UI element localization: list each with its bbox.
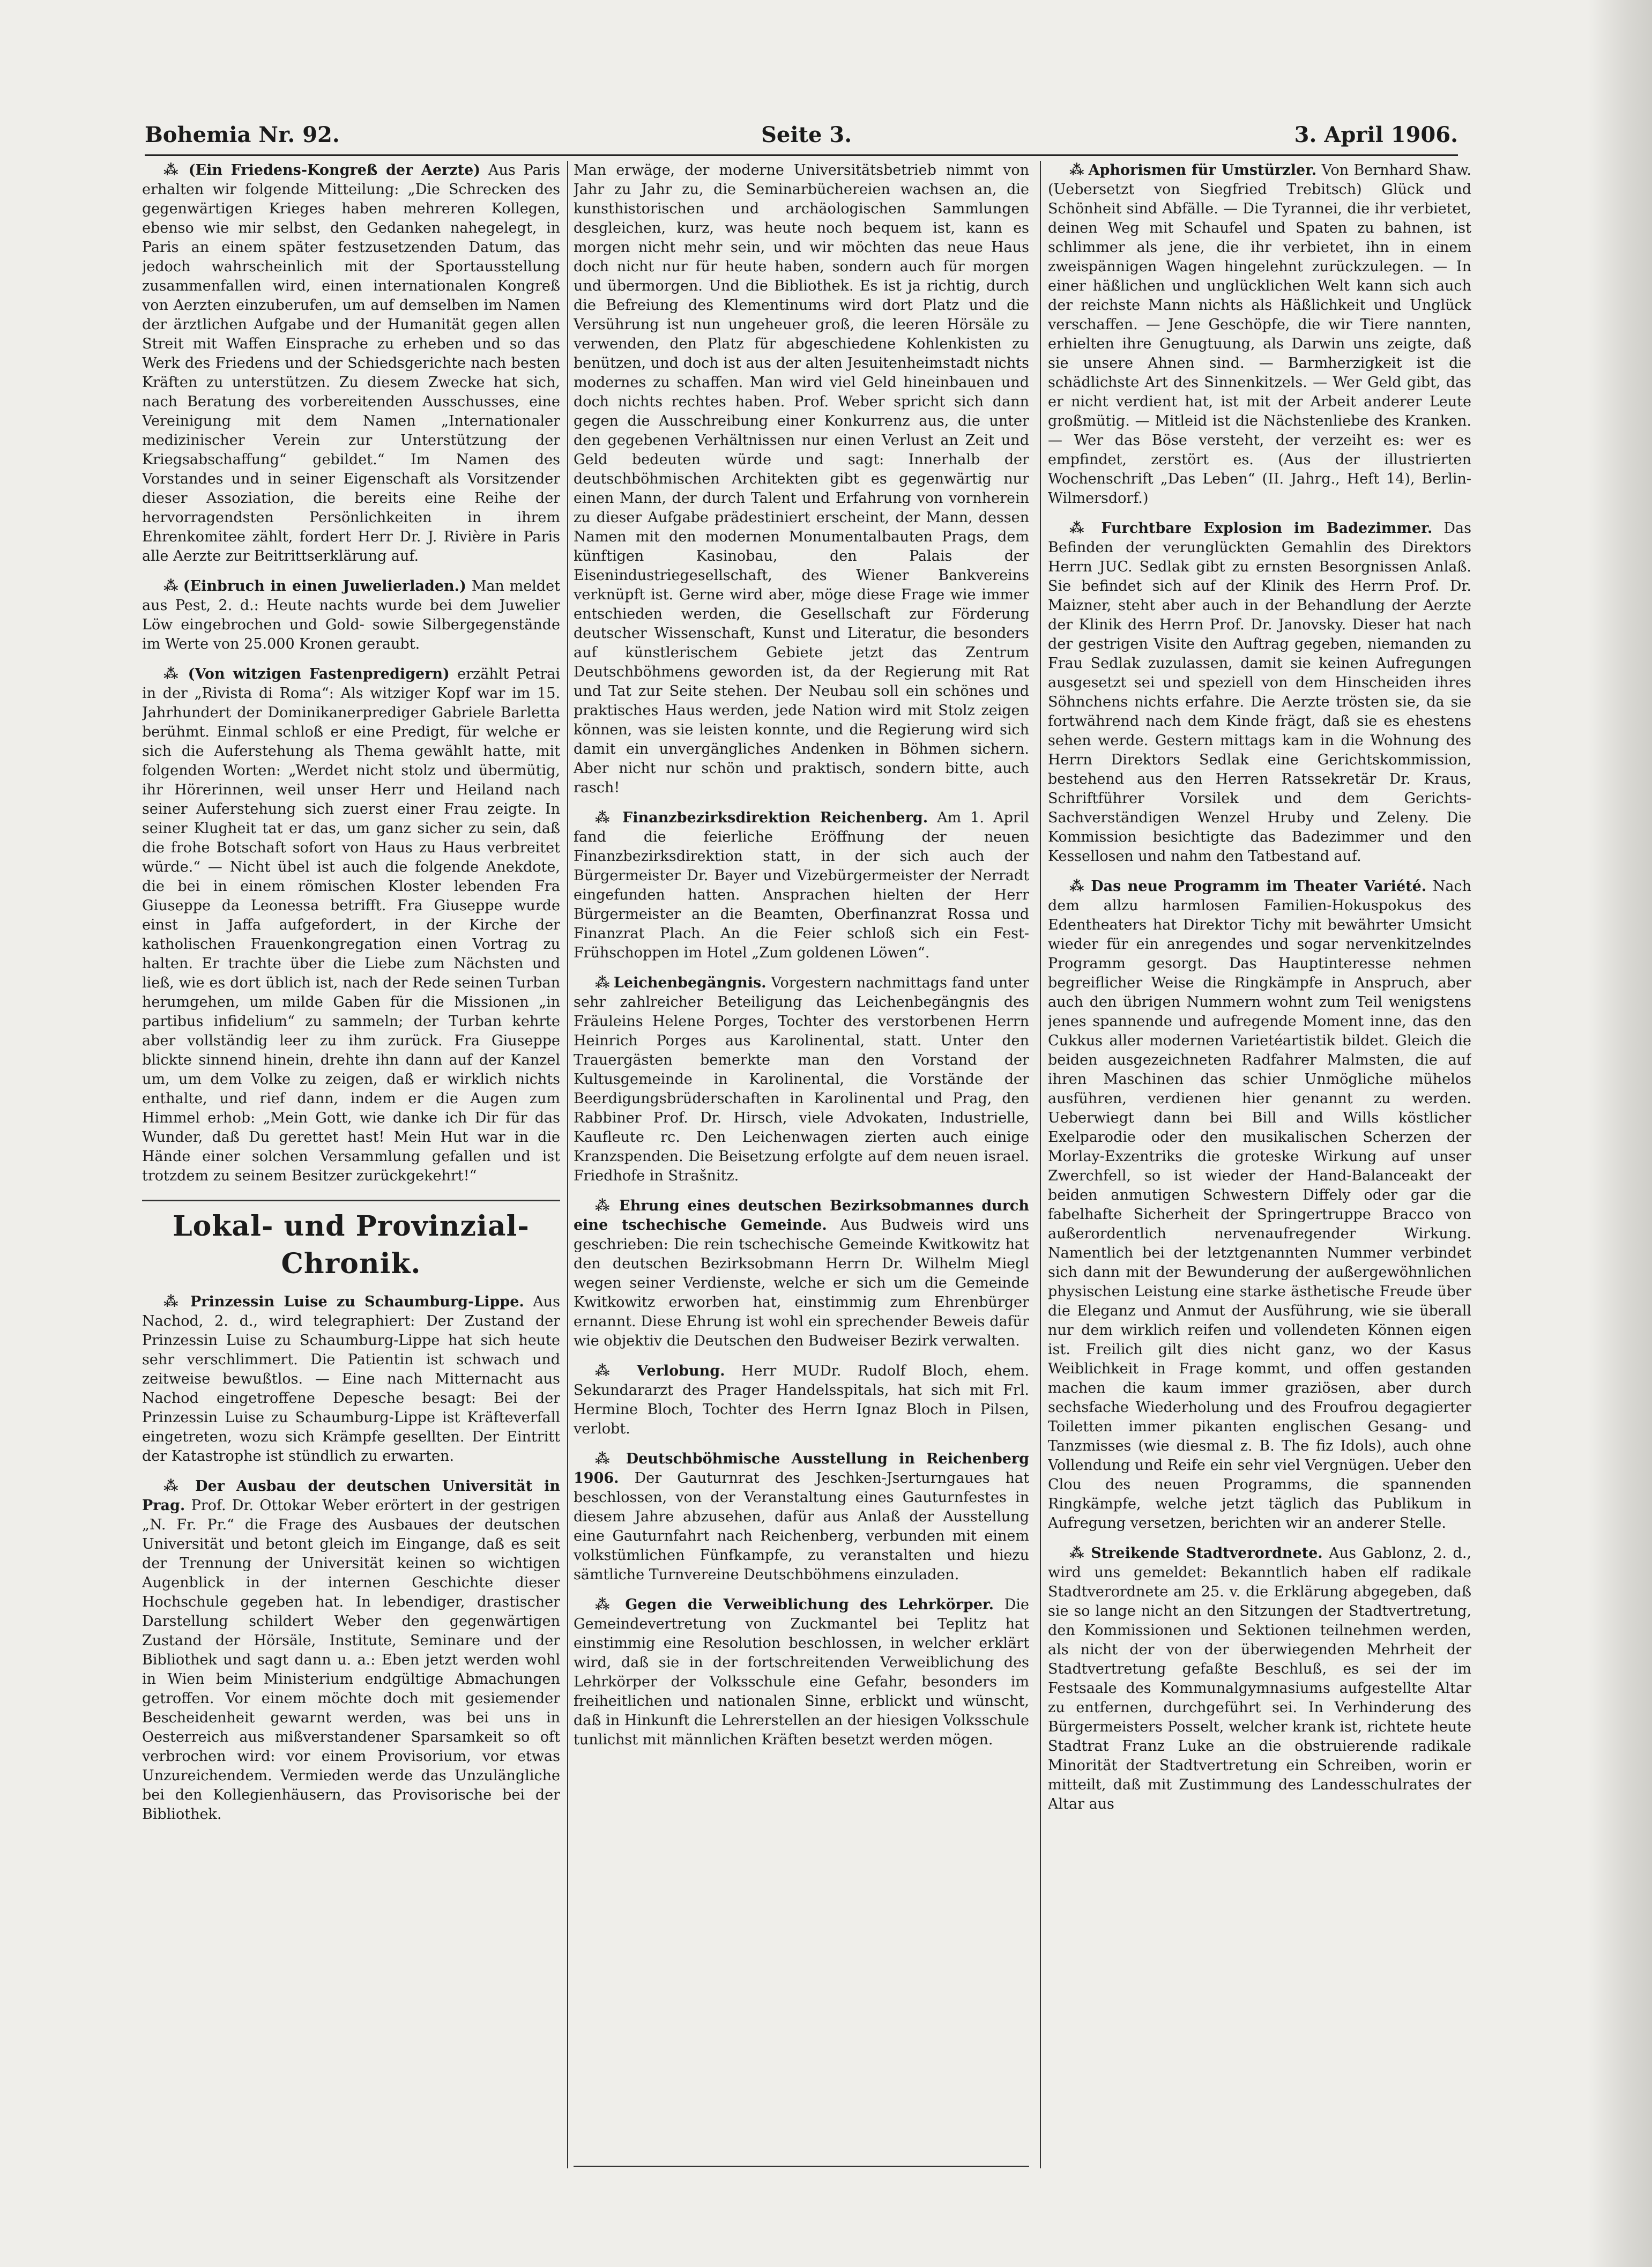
- article-stadtverordnete: [1048, 1544, 1471, 1814]
- article-body: Vorgestern nachmittags fand unter sehr zahlreicher Beteiligung das Leichenbegängnis des Fräuleins Helene Porges, Tochter des verstorbenen Herrn Heinrich Porges aus Karolinental, statt. Unter den Trauergästen bemerkte man den Vorstand der Kultusgemeinde in Karolinental, die Vorstände der Beerdigungsbrüderschaften in Karolinental und Prag, den Rabbiner Prof. Dr. Hirsch, viele Advokaten, Industrielle, Kaufleute rc. Den Leichenwagen zierten auch einige Kranzspenden. Die Beisetzung erfolgte auf dem neuen israel. Friedhofe in Strašnitz.: [574, 975, 1029, 1184]
- article-body: Von Bernhard Shaw. (Uebersetzt von Siegfried Trebitsch) Glück und Schönheit sind Abfälle. — Die Tyrannei, die ihr verbietet, deinen Weg mit Schaufel und Spaten zu bahnen, ist schlimmer als jene, die ihr verbietet, ihn in einem zweispännigen Wagen hingelehnt zurückzulegen. — In einer häßlichen und unglücklichen Welt kann sich auch der reichste Mann nichts als Häßlichkeit und Unglück verschaffen. — Jene Geschöpfe, die wir Tiere nannten, erhielten ihre Genugtuung, als Darwin uns zeigte, daß sie unsere Ahnen sind. — Barmherzigkeit ist die schädlichste Art des Sinnenkitzels. — Wer Geld gibt, das er nicht verdient hat, ist mit der Arbeit anderer Leute großmütig. — Mitleid ist die Nächstenliebe des Kranken. — Wer das Böse versteht, der verzeiht es: wer es empfindet, zerstört es. (Aus der illustrierten Wochenschrift „Das Leben“ (II. Jahrg., Heft 14), Berlin-Wilmersdorf.): [1048, 162, 1471, 507]
- article-title: Leichenbegängnis.: [613, 975, 767, 991]
- header-rule: [145, 154, 1458, 156]
- scan-edge: [1588, 0, 1652, 2267]
- article-body: Die Gemeindevertretung von Zuckmantel bei Teplitz hat einstimmig eine Resolution beschlossen, in welcher erklärt wird, daß sie in der fortschreitenden Verweiblichung des Lehrkörper der Volksschule eine Gefahr, besonders im freiheitlichen und nationalen Sinne, erblickt und wünscht, daß in Hinkunft die Lehrerstellen an der hiesigen Volksschule tunlichst mit männlichen Kräften besetzt werden mögen.: [574, 1596, 1029, 1748]
- article-ehrung: [574, 1196, 1029, 1351]
- article-leichenbegaengnis: [574, 973, 1029, 1186]
- asterism-icon: ⁂: [595, 1198, 612, 1214]
- article-verlobung: [574, 1362, 1029, 1439]
- article-universitaet: [142, 1477, 560, 1824]
- column-divider: [567, 161, 568, 2168]
- article-body: Herr MUDr. Rudolf Bloch, ehem. Sekundararzt des Prager Handelsspitals, hat sich mit Frl. Hermine Bloch, Tochter des Herrn Ignaz Bloch in Pilsen, verlobt.: [574, 1363, 1029, 1437]
- article-body: Aus Paris erhalten wir folgende Mitteilung: „Die Schrecken des gegenwärtigen Krieges haben mehreren Kollegen, ebenso wie mir selbst, den Gedanken nahegelegt, in Paris an einem später festzusetzenden Datum, das jedoch wahrscheinlich mit der Sportausstellung zusammenfallen wird, einen internationalen Kongreß von Aerzten einzuberufen, um auf demselben im Namen der ärztlichen Aufgabe und der Humanität gegen allen Streit mit Waffen Einsprache zu erheben und so das Werk des Friedens und der Schiedsgerichte nach besten Kräften zu unterstützen. Zu diesem Zwecke hat sich, nach Beratung des vorbereitenden Ausschusses, eine Vereinigung mit dem Namen „Internationaler medizinischer Verein zur Unterstützung der Kriegsabschaffung“ gebildet.“ Im Namen des Vorstandes und in seiner Eigenschaft als Vorsitzender dieser Assoziation, die bereits eine Reihe der hervorragendsten Persönlichkeiten in ihrem Ehrenkomitee zählt, fordert Herr Dr. J. Rivière in Paris alle Aerzte zur Beitrittserklärung auf.: [142, 162, 560, 564]
- article-body: Das Befinden der verunglückten Gemahlin des Direktors Herrn JUC. Sedlak gibt zu ernsten Besorgnissen Anlaß. Sie befindet sich auf der Klinik des Herrn Prof. Dr. Maizner, steht aber auch in der Behandlung der Aerzte der Klinik des Herrn Prof. Dr. Janovsky. Dieser hat nach der gestrigen Visite den Auftrag gegeben, niemanden zu Frau Sedlak zuzulassen, damit sie keinen Aufregungen ausgesetzt sei und speziell von dem Hinscheiden ihres Söhnchens nichts erfahre. Die Aerzte trösten sie, da sie fortwährend nach dem Kinde frägt, daß sie es ehestens sehen werde. Gestern mittags kam in die Wohnung des Herrn Direktors Sedlak eine Gerichtskommission, bestehend aus den Herren Ratssekretär Dr. Kraus, Schriftführer Vorsilek und dem Gerichts-Sachverständigen Wenzel Hruby und Zeleny. Die Kommission besichtigte das Badezimmer und den Kessellosen und nahm den Tatbestand auf.: [1048, 520, 1471, 865]
- article-finanzbezirksdirektion: [574, 808, 1029, 963]
- column-end-rule: [574, 2166, 1029, 2167]
- article-variete: [1048, 877, 1471, 1533]
- asterism-icon: ⁂: [1069, 162, 1084, 179]
- asterism-icon: ⁂: [1069, 520, 1090, 537]
- article-aphorismen: [1048, 161, 1471, 508]
- asterism-icon: ⁂: [595, 1363, 621, 1379]
- asterism-icon: ⁂: [1069, 1545, 1085, 1562]
- column-divider: [1040, 161, 1041, 2168]
- article-title: (Einbruch in einen Juwelierladen.): [183, 578, 466, 594]
- column-3: [1048, 161, 1471, 2168]
- article-title: Gegen die Verweiblichung des Lehrkörper.: [625, 1596, 994, 1613]
- article-title: Der Ausbau der deutschen Universität in Prag.: [142, 1478, 560, 1514]
- article-body: Prof. Dr. Ottokar Weber erörtert in der gestrigen „N. Fr. Pr.“ die Frage des Ausbaues der deutschen Universität und betont gleich im Eingange, daß es seit der Trennung der Universität keinen so wichtigen Augenblick in der internen Geschichte dieser Hochschule gegeben hat. In lebendiger, drastischer Darstellung schildert Weber den gegenwärtigen Zustand der Hörsäle, Institute, Seminare und der Bibliothek und sagt dann u. a.: Eben jetzt werden wohl in Wien beim Ministerium endgültige Abmachungen getroffen. Vor einem möchte doch mit gesiemender Bescheidenheit gewarnt werden, was bei uns in Oesterreich aus mißverstandener Sparsamkeit so oft verbrochen wird: vor einem Provisorium, vor etwas Unzureichendem. Vermieden werde das Unzulängliche bei den Kollegienhäusern, das Provisorische bei der Bibliothek.: [142, 1497, 560, 1823]
- article-body: Der Gauturnrat des Jeschken-Jserturngaues hat beschlossen, von der Veranstaltung eines Gauturnfestes in diesem Jahre abzusehen, dafür aus Anlaß der Ausstellung eine Gauturnfahrt nach Reichenberg, verbunden mit einem volkstümlichen Fünfkampfe, zu veranstalten und hiezu sämtliche Turnvereine Deutschböhmens einzuladen.: [574, 1470, 1029, 1583]
- asterism-icon: ⁂: [595, 975, 609, 991]
- article-title: Furchtbare Explosion im Badezimmer.: [1101, 520, 1433, 537]
- article-title: Finanzbezirksdirektion Reichenberg.: [622, 809, 928, 826]
- article-title: Deutschböhmische Ausstellung in Reichenberg 1906.: [574, 1451, 1029, 1486]
- section-rule: [142, 1200, 560, 1201]
- asterism-icon: ⁂: [595, 1451, 615, 1467]
- article-body: Aus Nachod, 2. d., wird telegraphiert: Der Zustand der Prinzessin Luise zu Schaumburg-Lippe hat sich heute sehr verschlimmert. Die Patientin ist schwach und zeitweise bewußtlos. — Eine nach Mitternacht aus Nachod eingetroffene Depesche besagt: Bei der Prinzessin Luise zu Schaumburg-Lippe ist Kräfteverfall eingetreten, wozu sich Krämpfe gesellten. Der Eintritt der Katastrophe ist stündlich zu erwarten.: [142, 1294, 560, 1465]
- asterism-icon: ⁂: [163, 1478, 184, 1495]
- article-title: (Von witzigen Fastenpredigern): [188, 666, 450, 682]
- header-masthead: Bohemia Nr. 92.: [145, 122, 340, 147]
- article-body: Man erwäge, der moderne Universitätsbetrieb nimmt von Jahr zu Jahr zu, die Seminarbüchereien wachsen an, die kunsthistorischen und archäologischen Sammlungen desgleichen, kurz, was heute noch bequem ist, kann es morgen nicht mehr sein, und wir möchten das neue Haus doch nicht nur für heute haben, sondern auch für morgen und übermorgen. Und die Bibliothek. Es ist ja richtig, durch die Befreiung des Klementinums wird dort Platz und die Versührung ist nun ungeheuer groß, die leeren Hörsäle zu verwenden, den Platz für abgeschiedene Kohlenkisten zu benützen, und doch ist aus der alten Jesuitenheimstadt nichts modernes zu schaffen. Man wird viel Geld hineinbauen und doch nichts rechtes haben. Prof. Weber spricht sich dann gegen die Ausschreibung einer Konkurrenz aus, die unter den gegebenen Verhältnissen nur einen Verlust an Zeit und Geld bedeuten würde und sagt: Innerhalb der deutschböhmischen Architekten gibt es gegenwärtig nur einen Mann, der durch Talent und Erfahrung von vornherein zu dieser Aufgabe prädestiniert erscheint, der Mann, dessen Namen mit den modernen Monumentalbauten Prags, dem künftigen Kasinobau, den Palais der Eisenindustriegesellschaft, des Wiener Bankvereins verknüpft ist. Gerne wird aber, möge diese Frage wie immer entschieden werden, die Gesellschaft zur Förderung deutscher Wissenschaft, Kunst und Literatur, die besonders auf künstlerischem Gebiete jetzt das Zentrum Deutschböhmens geworden ist, da der Regierung mit Rat und Tat zur Seite stehen. Der Neubau soll ein schönes und praktisches Haus werden, jede Nation wird mit Stolz zeigen können, was sie leisten konnte, und die Regierung wird sich damit ein unvergängliches Andenken in Böhmen sichern. Aber nicht nur schön und praktisch, sondern bitte, auch rasch!: [574, 162, 1029, 796]
- article-body: Aus Gablonz, 2. d., wird uns gemeldet: Bekanntlich haben elf radikale Stadtverordnete am 25. v. die Erklärung abgegeben, daß sie so lange nicht an den Sitzungen der Stadtvertretung, den Kommissionen und Sektionen teilnehmen werden, als nicht der von der überwiegenden Mehrheit der Stadtvertretung gefaßte Beschluß, es sei der im Festsaale des Kommunalgymnasiums aufgestellte Altar zu entfernen, durchgeführt sei. In Verhinderung des Bürgermeisters Posselt, welcher krank ist, richtete heute Stadtrat Franz Luke an die obstruierende radikale Minorität der Stadtvertretung ein Schreiben, worin er mitteilt, daß mit Zustimmung des Landesschulrates der Altar aus: [1048, 1545, 1471, 1812]
- section-heading: Lokal- und Provinzial-Chronik.: [173, 1210, 530, 1280]
- column-1: [142, 161, 560, 2168]
- asterism-icon: ⁂: [595, 1596, 615, 1613]
- asterism-icon: ⁂: [1069, 878, 1085, 895]
- article-verweiblichung: [574, 1595, 1029, 1750]
- article-body: erzählt Petrai in der „Rivista di Roma“: Als witziger Kopf war im 15. Jahrhundert der Dominikanerprediger Gabriele Barletta berühmt. Einmal schloß er eine Predigt, für welche er sich die Auferstehung als Thema gewählt hatte, mit folgenden Worten: „Werdet nicht stolz und übermütig, ihr Hörerinnen, weil unser Herr und Heiland nach seiner Auferstehung sich zuerst einer Frau zeigte. In seiner Klugheit tat er das, um ganz sicher zu sein, daß die frohe Botschaft sofort von Haus zu Haus verbreitet würde.“ — Nicht übel ist auch die folgende Anekdote, die bei in einem römischen Kloster lebenden Fra Giuseppe da Leonessa betrifft. Fra Giuseppe wurde einst in Jaffa aufgefordert, in der Kirche der katholischen Frauenkongregation einen Vortrag zu halten. Er trachte über die Liebe zum Nächsten und ließ, wie es dort üblich ist, nach der Rede seinen Turban herumgehen, um milde Gaben für die Missionen „in partibus infidelium“ zu sammeln; der Turban kehrte aber vollständig leer zu ihm zurück. Fra Giuseppe blickte sinnend hinein, drehte ihn dann auf der Kanzel um, um dem Volke zu zeigen, daß er wirklich nichts enthalte, und rief dann, indem er die Augen zum Himmel erhob: „Mein Gott, wie danke ich Dir für das Wunder, daß Du gerettet hast! Mein Hut war in die Hände einer solchen Versammlung gefallen und ist trotzdem zu seinem Besitzer zurückgekehrt!“: [142, 666, 560, 1184]
- article-aerzte-kongress: [142, 161, 560, 566]
- article-body: Aus Budweis wird uns geschrieben: Die rein tschechische Gemeinde Kwitkowitz hat den deutschen Bezirksobmann Herrn Dr. Wilhelm Miegl wegen seiner Verdienste, welche er sich um die Gemeinde Kwitkowitz erworben hat, einstimmig zum Ehrenbürger ernannt. Diese Ehrung ist wohl ein sprechender Beweis dafür wie objektiv die Deutschen den Budweiser Bezirk verwalten.: [574, 1217, 1029, 1349]
- asterism-icon: ⁂: [595, 809, 614, 826]
- article-prinzessin-luise: [142, 1292, 560, 1466]
- article-body: Nach dem allzu harmlosen Familien-Hokuspokus des Edentheaters hat Direktor Tichy mit bewährter Umsicht wieder für ein anregendes und sogar nervenkitzelndes Programm gesorgt. Das Hauptinteresse nehmen begreiflicher Weise die Ringkämpfe in Anspruch, aber auch den übrigen Nummern wohnt zum Teil wenigstens jenes spannende und aufregende Moment inne, das den Cukkus aller modernen Varietéartistik bildet. Gleich die beiden ausgezeichneten Radfahrer Malmsten, die auf ihren Maschinen das schier Unmögliche mühelos ausführen, verdienen hier genannt zu werden. Ueberwiegt dann bei Bill and Wills köstlicher Exelparodie oder den musikalischen Scherzen der Morlay-Exzentriks die groteske Wirkung auf unser Zwerchfell, so ist wieder der Hand-Balanceakt der beiden anmutigen Schwestern Diffely oder gar die fabelhafte Sicherheit der Springertruppe Bracco von außerordentlich nervenaufregender Wirkung. Namentlich bei der letztgenannten Nummer verbindet sich dann mit der Bewunderung der außergewöhnlichen physischen Leistung eine starke ästhetische Freude über die Eleganz und Anmut der Ausführung, wie sie überall nur dem wirklich reifen und vollendeten Können eigen ist. Freilich gilt dies nicht ganz, wo der Kasus Weiblichkeit in Frage kommt, und offen gestanden machen die kaum immer graziösen, aber durch sechsfache Wiederholung und des Froufrou degagierter Toiletten immer pikanten englischen Gesang- und Tanzmisses (wie diesmal z. B. The fiz Idols), auch ohne Vollendung und Reife ein sehr viel Vergnügen. Ueber den Clou des neuen Programms, die spannenden Ringkämpfe, welche jetzt täglich das Publikum in Aufregung versetzen, berichten wir an anderer Stelle.: [1048, 878, 1471, 1532]
- article-title: Aphorismen für Umstürzler.: [1088, 162, 1317, 179]
- asterism-icon: ⁂: [163, 1294, 182, 1310]
- column-2: [574, 161, 1029, 2168]
- asterism-icon: ⁂: [163, 578, 178, 594]
- article-title: Prinzessin Luise zu Schaumburg-Lippe.: [190, 1294, 524, 1310]
- article-title: Verlobung.: [636, 1363, 725, 1379]
- page-header: [145, 122, 1458, 154]
- asterism-icon: ⁂: [163, 162, 181, 179]
- article-title: Ehrung eines deutschen Bezirksobmannes durch eine tschechische Gemeinde.: [574, 1198, 1029, 1233]
- article-title: Das neue Programm im Theater Variété.: [1091, 878, 1427, 895]
- header-date: 3. April 1906.: [1294, 122, 1458, 147]
- article-title: Streikende Stadtverordnete.: [1091, 1545, 1323, 1562]
- article-fastenprediger: [142, 665, 560, 1186]
- header-page-number: Seite 3.: [761, 122, 852, 147]
- article-ausstellung: [574, 1450, 1029, 1585]
- article-universitaet-continued: [574, 161, 1029, 798]
- article-einbruch: [142, 577, 560, 654]
- article-title: (Ein Friedens-Kongreß der Aerzte): [188, 162, 481, 179]
- article-body: Am 1. April fand die feierliche Eröffnung der neuen Finanzbezirksdirektion statt, in der sich auch der Bürgermeister Dr. Bayer und Vizebürgermeister der Nerradt eingefunden hatten. Ansprachen hielten der Herr Bürgermeister an die Beamten, Oberfinanzrat Rossa und Finanzrat Plach. An die Feier schloß sich ein Fest-Frühschoppen im Hotel „Zum goldenen Löwen“.: [574, 809, 1029, 961]
- article-body: Man meldet aus Pest, 2. d.: Heute nachts wurde bei dem Juwelier Löw eingebrochen und Gold- sowie Silbergegenstände im Werte von 25.000 Kronen geraubt.: [142, 578, 560, 652]
- asterism-icon: ⁂: [163, 666, 181, 682]
- article-explosion: [1048, 519, 1471, 866]
